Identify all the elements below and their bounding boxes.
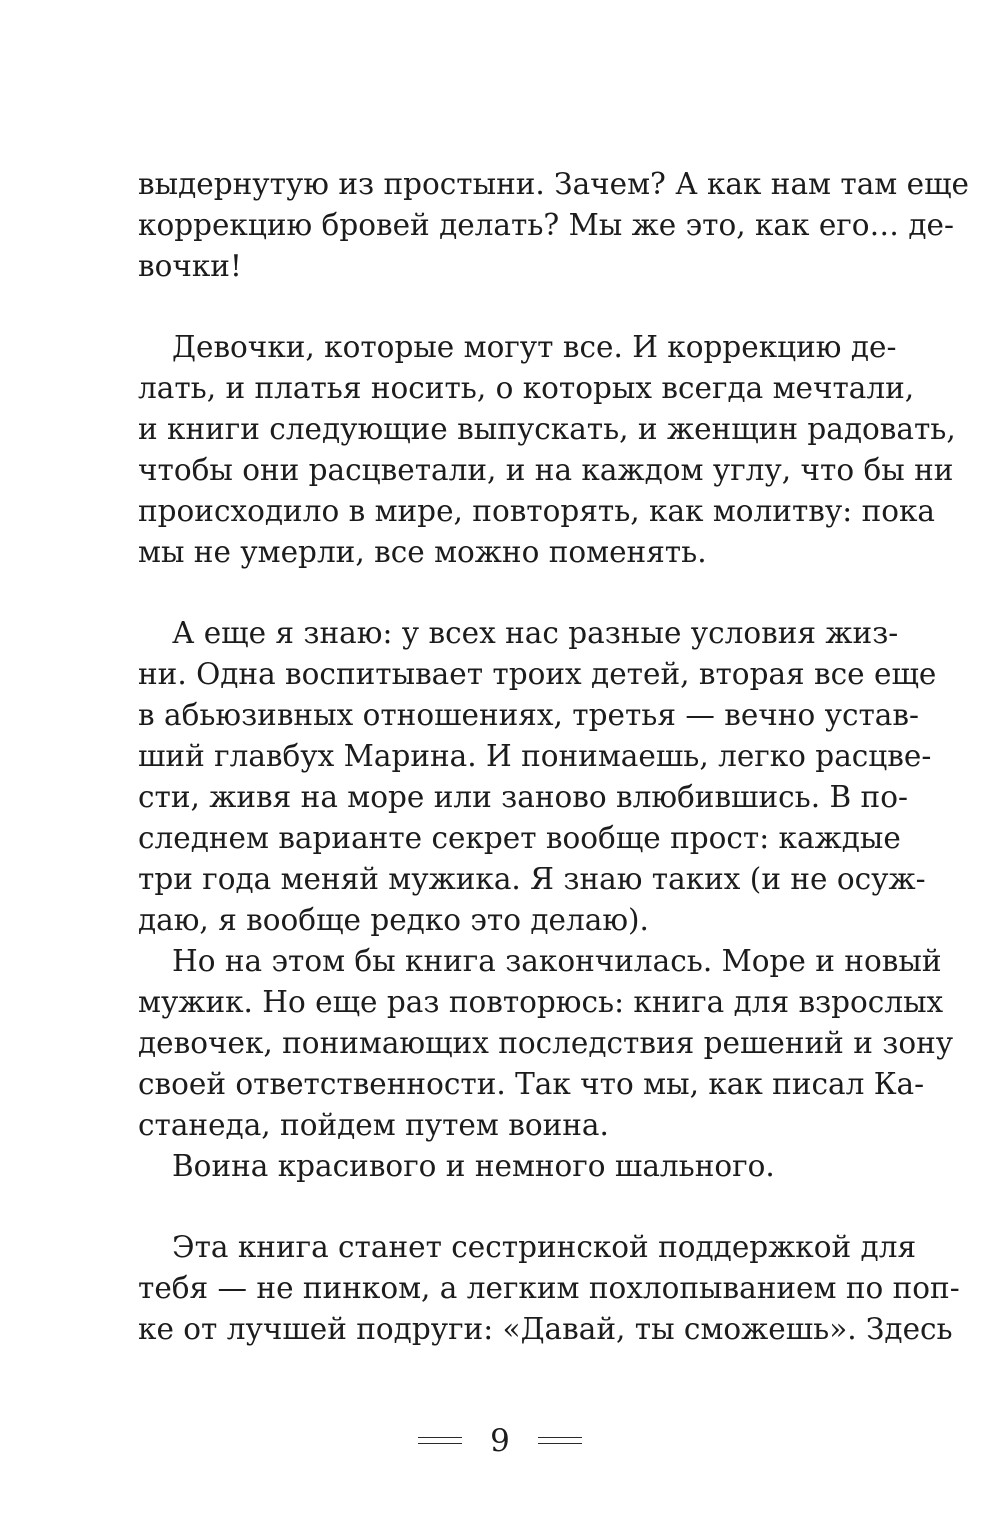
text-line: в абьюзивных отношениях, третья — вечно устав- <box>138 698 919 732</box>
page-footer <box>0 1420 1000 1464</box>
text-line: чтобы они расцветали, и на каждом углу, что бы ни <box>138 453 954 487</box>
text-line: ший главбух Марина. И понимаешь, легко расцве- <box>138 739 932 773</box>
text-line: станеда, пойдем путем воина. <box>138 1108 609 1142</box>
folio-rule-left <box>418 1437 462 1438</box>
text-line: следнем варианте секрет вообще прост: каждые <box>138 821 901 855</box>
text-line: и книги следующие выпускать, и женщин радовать, <box>138 412 956 446</box>
text-line: мы не умерли, все можно поменять. <box>138 535 707 569</box>
text-line: Девочки, которые могут все. И коррекцию де- <box>172 330 897 364</box>
text-line: ни. Одна воспитывает троих детей, вторая все еще <box>138 657 937 691</box>
text-line: выдернутую из простыни. Зачем? А как нам там еще <box>138 167 969 201</box>
text-line: сти, живя на море или заново влюбившись. В по- <box>138 780 908 814</box>
text-line: коррекцию бровей делать? Мы же это, как его… де- <box>138 208 954 242</box>
folio-rule-right <box>538 1443 582 1444</box>
text-line: лать, и платья носить, о которых всегда мечтали, <box>138 371 915 405</box>
text-line: ке от лучшей подруги: «Давай, ты сможешь». Здесь <box>138 1312 953 1346</box>
text-line: Но на этом бы книга закончилась. Море и новый <box>172 944 942 978</box>
text-line: три года меняй мужика. Я знаю таких (и не осуж- <box>138 862 926 896</box>
page-number: 9 <box>490 1423 510 1459</box>
text-line: происходило в мире, повторять, как молитву: пока <box>138 494 936 528</box>
text-line: вочки! <box>138 249 242 283</box>
folio-rule-right <box>538 1437 582 1438</box>
text-line: своей ответственности. Так что мы, как писал Ка- <box>138 1067 925 1101</box>
text-line: тебя — не пинком, а легким похлопыванием по поп- <box>138 1271 960 1305</box>
text-line: Воина красивого и немного шального. <box>172 1149 775 1183</box>
text-line: мужик. Но еще раз повторюсь: книга для взрослых <box>138 985 944 1019</box>
folio-rule-left <box>418 1443 462 1444</box>
text-line: А еще я знаю: у всех нас разные условия жиз- <box>172 616 899 650</box>
text-line: даю, я вообще редко это делаю). <box>138 903 649 937</box>
text-line: девочек, понимающих последствия решений и зону <box>138 1026 954 1060</box>
text-line: Эта книга станет сестринской поддержкой для <box>172 1230 917 1264</box>
